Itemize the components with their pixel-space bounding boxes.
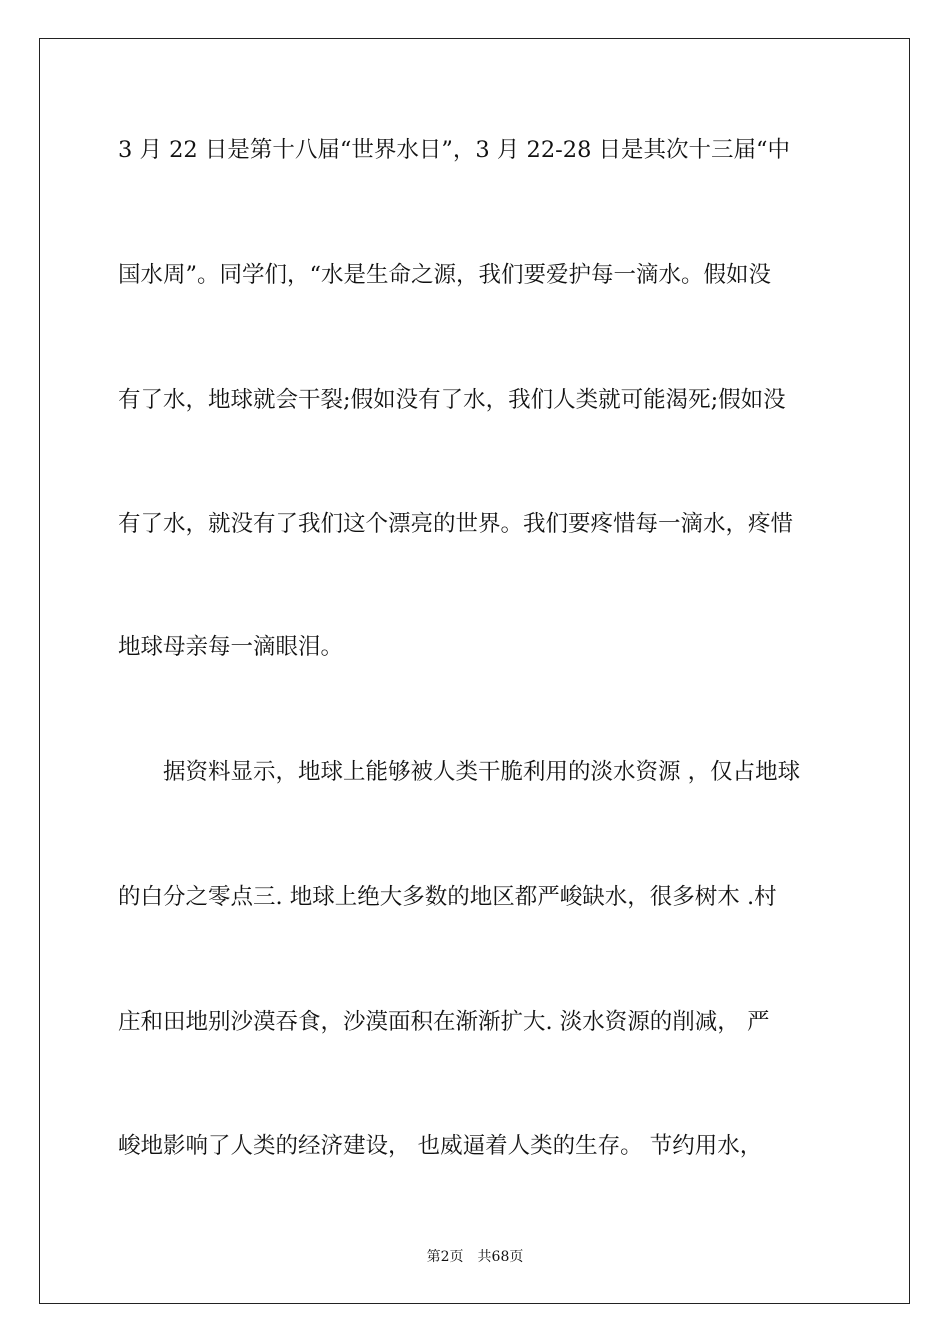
paragraph-line: 峻地影响了人类的经济建设， 也威逼着人类的生存。 节约用水，	[118, 1133, 763, 1159]
paragraph-line: 据资料显示，地球上能够被人类干脆利用的淡水资源 ，仅占地球	[118, 759, 801, 785]
paragraph-line: 国水周”。同学们，“水是生命之源，我们要爱护每一滴水。假如没	[118, 262, 772, 288]
page-footer	[0, 1248, 950, 1266]
paragraph-line: 3 月 22 日是第十八届“世界水日”，3 月 22-28 日是其次十三届“中	[118, 137, 791, 163]
paragraph-line: 有了水，地球就会干裂;假如没有了水，我们人类就可能渴死;假如没	[118, 387, 786, 413]
paragraph-line: 地球母亲每一滴眼泪。	[118, 634, 344, 660]
total-pages: 共68页	[477, 1249, 524, 1265]
paragraph-line: 庄和田地别沙漠吞食，沙漠面积在渐渐扩大. 淡水资源的削减， 严	[118, 1009, 770, 1035]
page-number: 第2页	[426, 1249, 464, 1265]
paragraph-line: 的白分之零点三. 地球上绝大多数的地区都严峻缺水，很多树木 .村	[118, 884, 777, 910]
page-border	[39, 38, 910, 1304]
paragraph-line: 有了水，就没有了我们这个漂亮的世界。我们要疼惜每一滴水，疼惜	[118, 511, 794, 537]
